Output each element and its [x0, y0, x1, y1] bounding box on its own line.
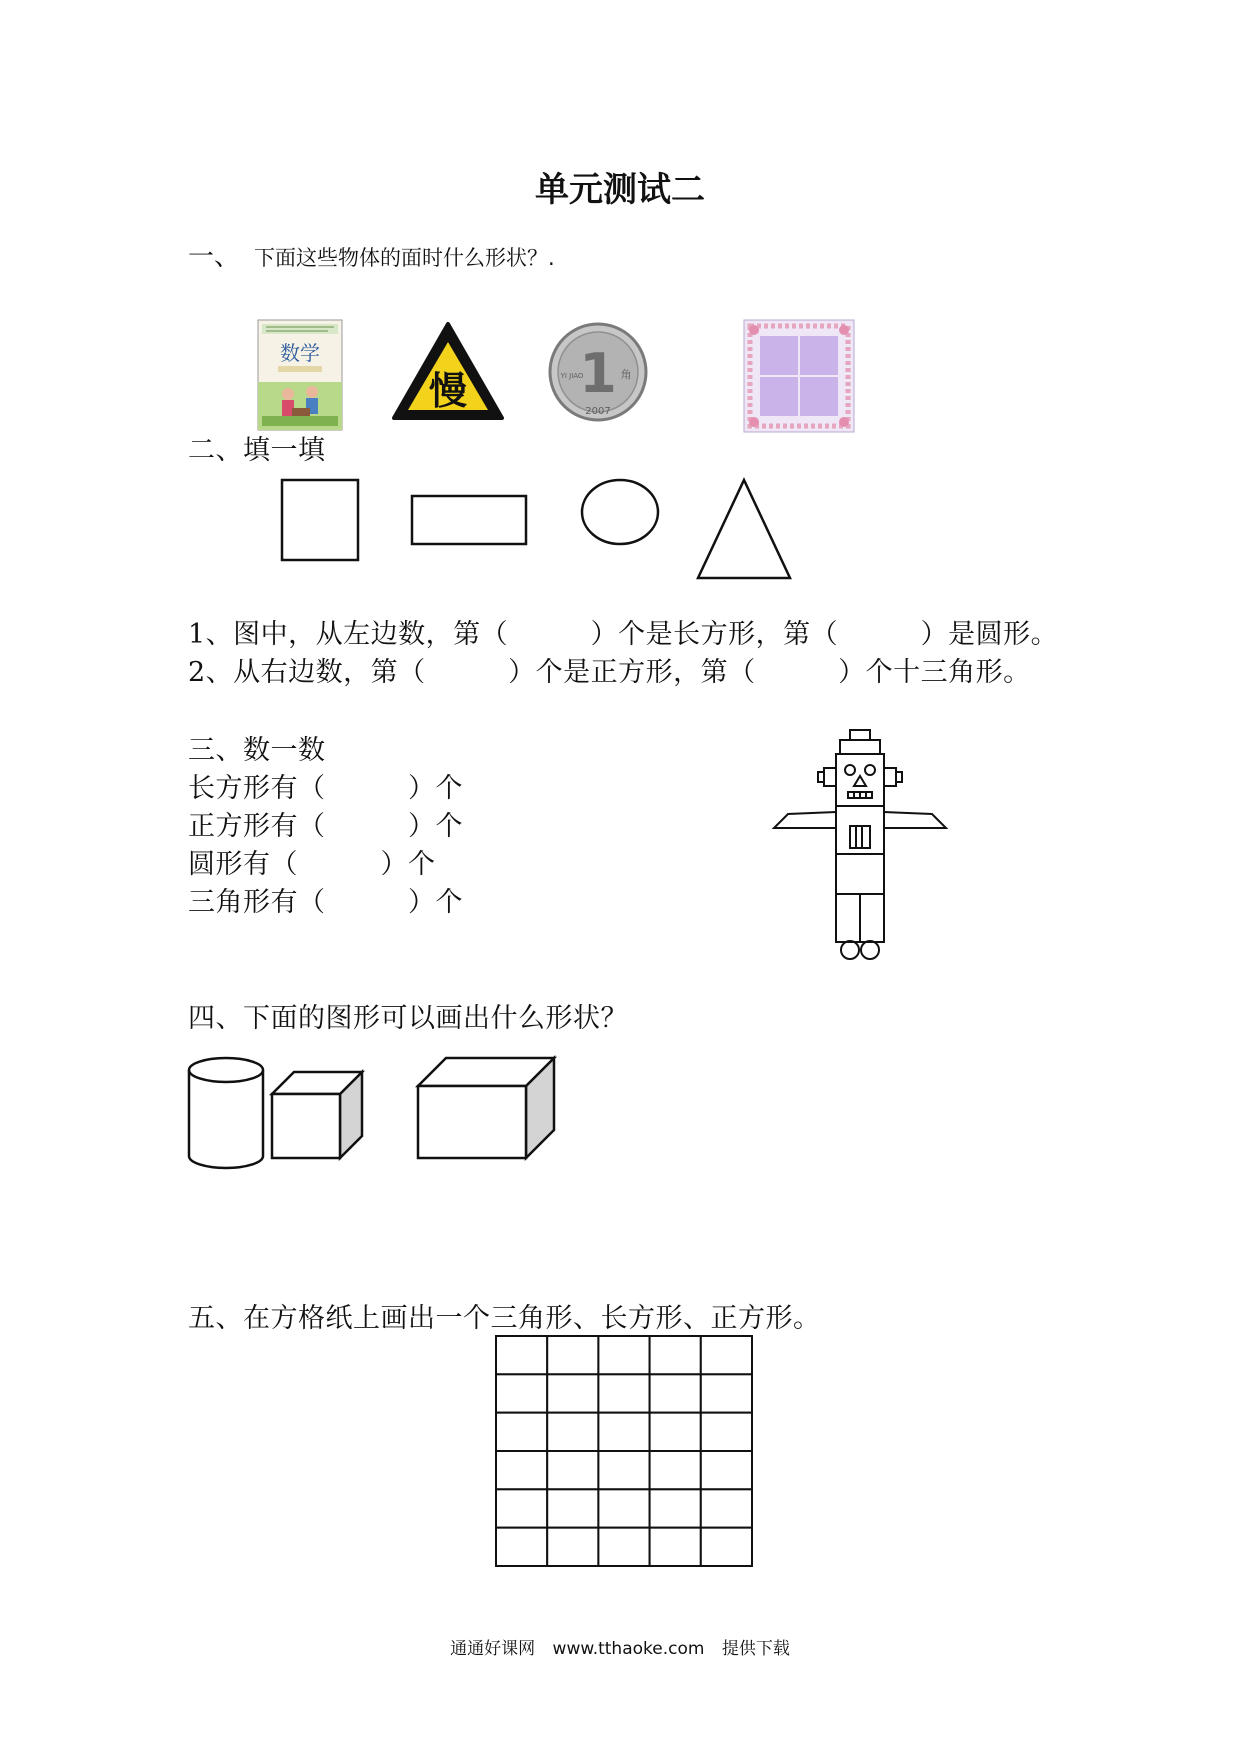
robot-left-arm: [774, 812, 836, 828]
handkerchief-image: [744, 320, 854, 432]
section-5-heading: 五、在方格纸上画出一个三角形、长方形、正方形。: [188, 1303, 821, 1334]
circle-shape: [582, 480, 658, 544]
grid-cell[interactable]: [496, 1528, 547, 1566]
coin-year-text: 2007: [585, 406, 611, 417]
grid-cell[interactable]: [650, 1489, 701, 1527]
grid-cell[interactable]: [496, 1451, 547, 1489]
coin-value-text: 1: [579, 342, 617, 405]
square-grid-paper[interactable]: [494, 1334, 754, 1568]
grid-cell[interactable]: [701, 1413, 752, 1451]
grid-cell[interactable]: [701, 1489, 752, 1527]
count-circles-line: 圆形有（ ）个: [188, 849, 436, 880]
math-textbook-image: [258, 320, 342, 430]
triangle-shape: [698, 480, 790, 578]
cube-shape: [272, 1072, 362, 1158]
grid-cell[interactable]: [547, 1413, 598, 1451]
grid-cell[interactable]: [650, 1451, 701, 1489]
one-jiao-coin-image: [548, 320, 648, 424]
grid-cell[interactable]: [496, 1336, 547, 1374]
grid-cell[interactable]: [598, 1413, 649, 1451]
grid-cell[interactable]: [598, 1336, 649, 1374]
grid-cell[interactable]: [650, 1413, 701, 1451]
grid-cell[interactable]: [650, 1336, 701, 1374]
grid-cell[interactable]: [598, 1451, 649, 1489]
grid-cell[interactable]: [547, 1451, 598, 1489]
robot-left-wheel: [841, 941, 859, 959]
cuboid-shape: [418, 1058, 554, 1158]
cylinder-shape: [189, 1058, 263, 1168]
grid-cell[interactable]: [547, 1528, 598, 1566]
page-title: 单元测试二: [535, 170, 705, 210]
grid-cell[interactable]: [650, 1374, 701, 1412]
robot-right-wheel: [861, 941, 879, 959]
question-1-text: 下面这些物体的面时什么形状？.: [254, 246, 555, 270]
solids-row: [186, 1056, 666, 1186]
coin-unit-text: 角: [620, 368, 632, 381]
grid-cell[interactable]: [547, 1374, 598, 1412]
robot-left-ear: [824, 768, 836, 786]
grid-cell[interactable]: [598, 1528, 649, 1566]
section-3-heading: 三、数一数: [188, 735, 326, 766]
grid-cell[interactable]: [547, 1489, 598, 1527]
footer-site-name: 通通好课网: [450, 1639, 536, 1659]
rectangle-shape: [412, 496, 526, 544]
grid-cell[interactable]: [496, 1374, 547, 1412]
robot-left-eye: [845, 765, 855, 775]
grid-cell[interactable]: [701, 1374, 752, 1412]
shapes-row: [270, 472, 810, 592]
count-squares-line: 正方形有（ ）个: [188, 811, 463, 842]
textbook-title-text: 数学: [280, 341, 320, 365]
robot-figure: [770, 728, 970, 968]
grid-cell[interactable]: [598, 1374, 649, 1412]
footer: [0, 1634, 1240, 1659]
robot-right-ear: [884, 768, 896, 786]
coin-pinyin-text: YI JIAO: [560, 372, 584, 380]
robot-body: [836, 806, 884, 894]
square-shape: [282, 480, 358, 560]
robot-hat-base: [840, 740, 880, 754]
robot-right-eye: [865, 765, 875, 775]
section-2-line-1: 1、图中，从左边数，第（ ）个是长方形，第（ ）是圆形。: [188, 619, 1059, 650]
slow-sign-text: 慢: [428, 369, 468, 413]
robot-hat: [850, 730, 870, 740]
question-1-number: 一、: [188, 242, 241, 272]
question-1: [188, 236, 555, 273]
robot-nose: [854, 776, 866, 786]
robot-right-arm: [884, 812, 946, 828]
robot-left-leg: [836, 894, 860, 942]
count-triangles-line: 三角形有（ ）个: [188, 887, 463, 918]
grid-cell[interactable]: [701, 1528, 752, 1566]
grid-cell[interactable]: [701, 1451, 752, 1489]
slow-sign-image: [392, 322, 504, 422]
section-4-heading: 四、下面的图形可以画出什么形状？: [188, 1003, 628, 1034]
footer-suffix: 提供下载: [721, 1639, 790, 1659]
grid-cell[interactable]: [701, 1336, 752, 1374]
grid-cell[interactable]: [650, 1528, 701, 1566]
section-2-heading: 二、填一填: [188, 435, 326, 466]
section-2-line-2: 2、从右边数，第（ ）个是正方形，第（ ）个十三角形。: [188, 657, 1031, 688]
grid-cell[interactable]: [496, 1489, 547, 1527]
footer-url-link[interactable]: www.tthaoke.com: [552, 1639, 705, 1659]
robot-chest-panel: [850, 826, 870, 848]
grid-cell[interactable]: [598, 1489, 649, 1527]
grid-cell[interactable]: [496, 1413, 547, 1451]
grid-cell[interactable]: [547, 1336, 598, 1374]
robot-right-leg: [860, 894, 884, 942]
count-rectangles-line: 长方形有（ ）个: [188, 773, 463, 804]
